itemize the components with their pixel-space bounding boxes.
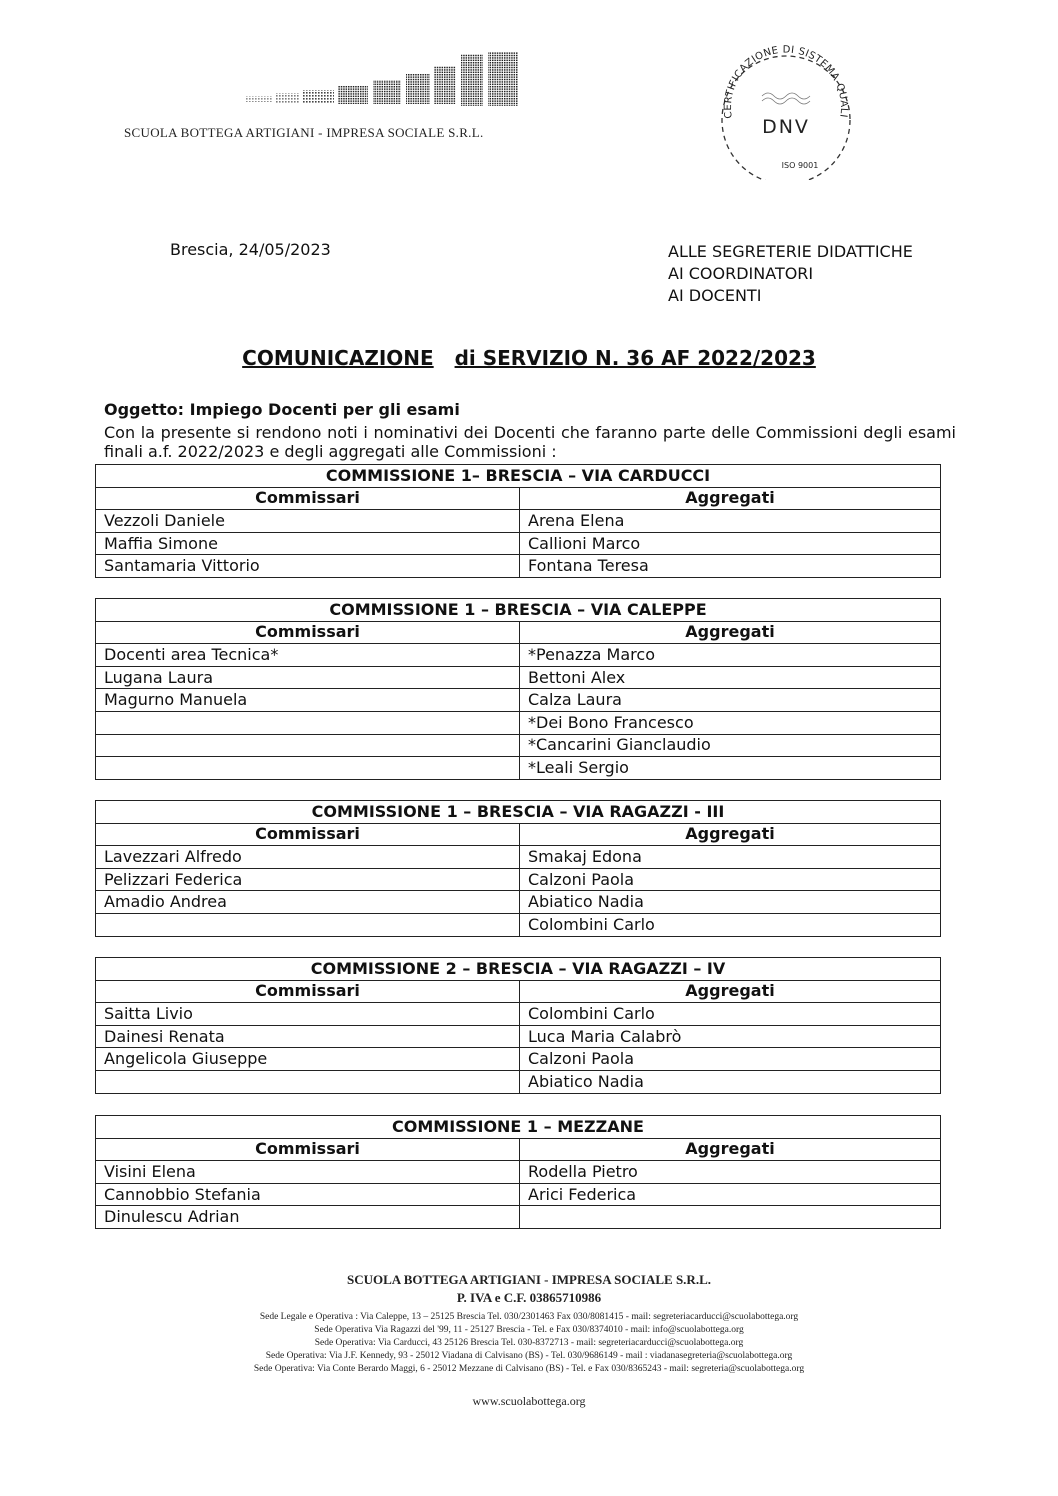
certification-seal-icon: [710, 40, 860, 180]
table-row: [96, 868, 941, 891]
footer-website: www.scuolabottega.org: [472, 1394, 586, 1408]
aggregato-cell: Bettoni Alex: [520, 666, 941, 689]
aggregato-cell: *Cancarini Gianclaudio: [520, 734, 941, 757]
organization-name: SCUOLA BOTTEGA ARTIGIANI - IMPRESA SOCIALE S.R.L.: [124, 125, 484, 140]
table-row: [96, 711, 941, 734]
footer-vat: P. IVA e C.F. 03865710986: [456, 1290, 602, 1305]
aggregato-cell: Calza Laura: [520, 689, 941, 712]
table-row: [96, 510, 941, 533]
aggregato-cell: Arena Elena: [520, 510, 941, 533]
table-row: [96, 1183, 941, 1206]
commissario-cell: Santamaria Vittorio: [96, 555, 520, 578]
seal-ring-text: CERTIFICAZIONE DI SISTEMA QUALI: [722, 44, 850, 120]
commissario-cell: [96, 913, 520, 936]
table-caption: COMMISSIONE 1 – BRESCIA – VIA CALEPPE: [96, 599, 941, 622]
column-header-aggregati: Aggregati: [520, 980, 941, 1003]
column-header-commissari: Commissari: [96, 621, 520, 644]
commissario-cell: Maffia Simone: [96, 532, 520, 555]
footer-addresses: [0, 1311, 1058, 1376]
table-caption: COMMISSIONE 1 – MEZZANE: [96, 1116, 941, 1139]
commissario-cell: [96, 757, 520, 780]
column-header-commissari: Commissari: [96, 1138, 520, 1161]
commission-table-carducci: [95, 464, 941, 578]
title-part-2: di SERVIZIO N. 36 AF 2022/2023: [454, 346, 816, 370]
commissario-cell: Saitta Livio: [96, 1003, 520, 1026]
recipient-line: AI COORDINATORI: [668, 264, 814, 283]
table-caption: COMMISSIONE 1 – BRESCIA – VIA RAGAZZI - III: [96, 801, 941, 824]
aggregato-cell: Abiatico Nadia: [520, 891, 941, 914]
letter-date: Brescia, 24/05/2023: [170, 240, 331, 259]
seal-standard: ISO 9001: [781, 161, 819, 170]
table-row: [96, 689, 941, 712]
commission-table-ragazzi-iv: [95, 957, 941, 1094]
recipient-line: ALLE SEGRETERIE DIDATTICHE: [668, 242, 913, 261]
commissario-cell: Dinulescu Adrian: [96, 1206, 520, 1229]
commissario-cell: Angelicola Giuseppe: [96, 1048, 520, 1071]
column-header-aggregati: Aggregati: [520, 823, 941, 846]
seal-brand: DNV: [762, 116, 810, 138]
aggregato-cell: Calzoni Paola: [520, 1048, 941, 1071]
aggregato-cell: Arici Federica: [520, 1183, 941, 1206]
footer-address-line: Sede Legale e Operativa : Via Caleppe, 13 – 25125 Brescia Tel. 030/2301463 Fax 030/8081415 - mail: segreteriacarducci@scuolabottega.org: [259, 1312, 799, 1322]
column-header-aggregati: Aggregati: [520, 621, 941, 644]
aggregato-cell: *Penazza Marco: [520, 644, 941, 667]
column-header-commissari: Commissari: [96, 823, 520, 846]
dnv-certification-seal: [710, 40, 860, 180]
svg-text:CERTIFICAZIONE DI SISTEMA QUAL: [710, 40, 849, 119]
commissario-cell: Vezzoli Daniele: [96, 510, 520, 533]
aggregato-cell: *Dei Bono Francesco: [520, 711, 941, 734]
footer-address-line: Sede Operativa: Via Conte Berardo Maggi, 6 - 25012 Mezzane di Calvisano (BS) - Tel. e Fax 030/8365243 - mail: segreteria@scuolabottega.org: [253, 1364, 805, 1374]
aggregato-cell: Fontana Teresa: [520, 555, 941, 578]
commissario-cell: Docenti area Tecnica*: [96, 644, 520, 667]
table-row: [96, 891, 941, 914]
commissario-cell: Pelizzari Federica: [96, 868, 520, 891]
table-row: [96, 555, 941, 578]
aggregato-cell: Calzoni Paola: [520, 868, 941, 891]
footer-address-line: Sede Operativa: Via J.F. Kennedy, 93 - 25012 Viadana di Calvisano (BS) - Tel. 030/9686149 - mail : viadanasegreteria@scuolabottega.org: [265, 1351, 793, 1361]
aggregato-cell: Smakaj Edona: [520, 846, 941, 869]
aggregato-cell: Luca Maria Calabrò: [520, 1025, 941, 1048]
commissario-cell: Magurno Manuela: [96, 689, 520, 712]
commissario-cell: [96, 734, 520, 757]
table-row: [96, 532, 941, 555]
school-logo: [240, 50, 530, 112]
subject-line: Oggetto: Impiego Docenti per gli esami: [104, 400, 460, 419]
page-footer: [0, 1272, 1058, 1409]
table-row: [96, 1003, 941, 1026]
commissario-cell: Lavezzari Alfredo: [96, 846, 520, 869]
table-row: [96, 1161, 941, 1184]
commission-table-ragazzi-iii: [95, 800, 941, 937]
column-header-commissari: Commissari: [96, 980, 520, 1003]
table-row: [96, 1048, 941, 1071]
aggregato-cell: Abiatico Nadia: [520, 1070, 941, 1093]
commissario-cell: Amadio Andrea: [96, 891, 520, 914]
commissario-cell: [96, 1070, 520, 1093]
commissario-cell: [96, 711, 520, 734]
recipients-block: [668, 241, 913, 307]
title-part-1: COMUNICAZIONE: [242, 346, 434, 370]
table-row: [96, 757, 941, 780]
commissario-cell: Visini Elena: [96, 1161, 520, 1184]
table-row: [96, 734, 941, 757]
table-row: [96, 1070, 941, 1093]
aggregato-cell: Rodella Pietro: [520, 1161, 941, 1184]
commissario-cell: Cannobbio Stefania: [96, 1183, 520, 1206]
aggregato-cell: Colombini Carlo: [520, 1003, 941, 1026]
table-row: [96, 1206, 941, 1229]
commissario-cell: Lugana Laura: [96, 666, 520, 689]
footer-address-line: Sede Operativa: Via Carducci, 43 25126 Brescia Tel. 030-8372713 - mail: segreteriacarducci@scuolabottega.org: [314, 1338, 744, 1348]
footer-address-line: Sede Operativa Via Ragazzi del '99, 11 - 25127 Brescia - Tel. e Fax 030/8374010 - mail: info@scuolabottega.org: [314, 1325, 744, 1335]
column-header-commissari: Commissari: [96, 487, 520, 510]
table-caption: COMMISSIONE 2 – BRESCIA – VIA RAGAZZI – IV: [96, 958, 941, 981]
intro-paragraph: Con la presente si rendono noti i nominativi dei Docenti che faranno parte delle Commissioni degli esami finali a.f. 2022/2023 e degli aggregati alle Commissioni :: [104, 423, 956, 461]
aggregato-cell: *Leali Sergio: [520, 757, 941, 780]
aggregato-cell: Callioni Marco: [520, 532, 941, 555]
commission-table-caleppe: [95, 598, 941, 780]
table-row: [96, 1025, 941, 1048]
column-header-aggregati: Aggregati: [520, 1138, 941, 1161]
footer-organization: SCUOLA BOTTEGA ARTIGIANI - IMPRESA SOCIALE S.R.L.: [347, 1272, 711, 1287]
table-row: [96, 846, 941, 869]
table-row: [96, 644, 941, 667]
document-title: [0, 346, 1058, 370]
logo-graphic-icon: [240, 50, 530, 112]
table-row: [96, 666, 941, 689]
recipient-line: AI DOCENTI: [668, 286, 762, 305]
table-caption: COMMISSIONE 1– BRESCIA – VIA CARDUCCI: [96, 465, 941, 488]
table-row: [96, 913, 941, 936]
column-header-aggregati: Aggregati: [520, 487, 941, 510]
commissario-cell: Dainesi Renata: [96, 1025, 520, 1048]
aggregato-cell: Colombini Carlo: [520, 913, 941, 936]
aggregato-cell: [520, 1206, 941, 1229]
commission-table-mezzane: [95, 1115, 941, 1229]
